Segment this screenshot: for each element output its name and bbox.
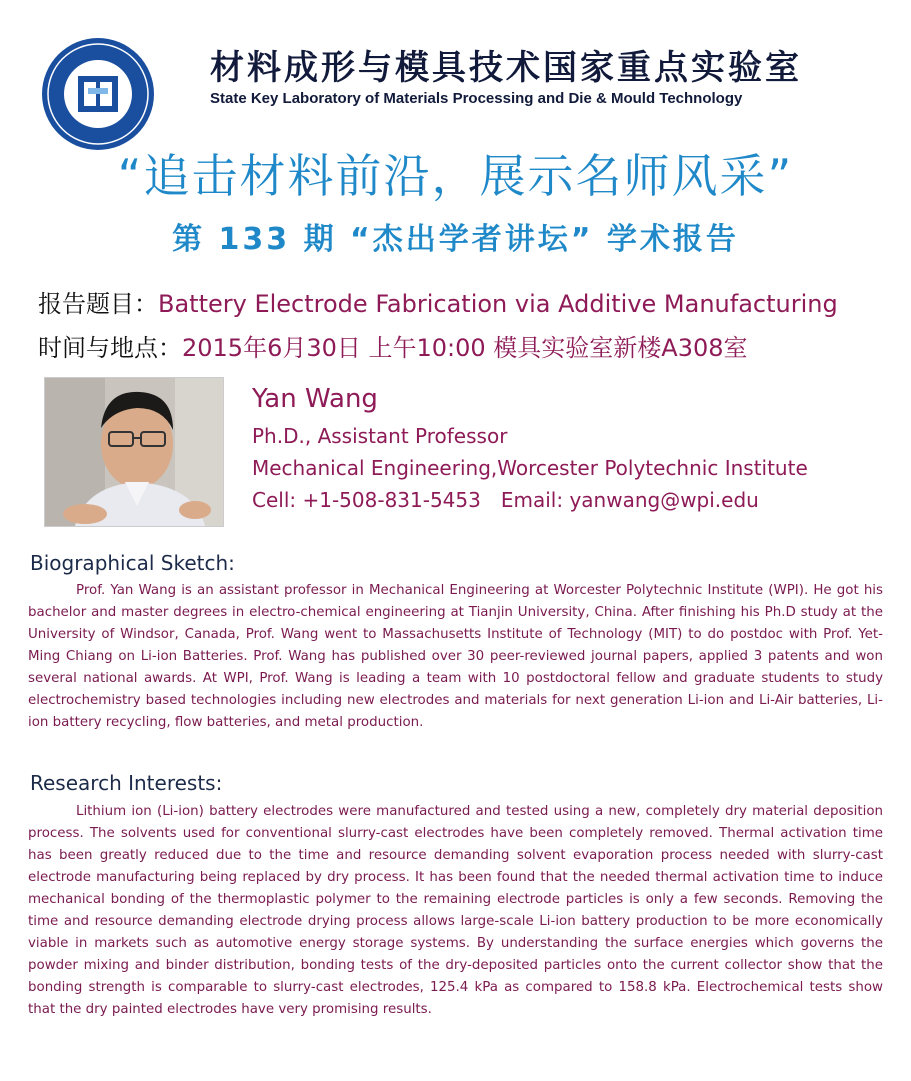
time-label: 时间与地点： [38, 334, 182, 362]
topic-label: 报告题目： [38, 290, 158, 318]
bio-paragraph: Prof. Yan Wang is an assistant professor in Mechanical Engineering at Worcester Polytechnic Institute (WPI). He got his bachelor and master degrees in electro-chemical engineering at Tianjin University, China. After finishing his Ph.D study at the University of Windsor, Canada, Prof. Wang went to Massachusetts Institute of Technology (MIT) to do postdoc with Prof. Yet-Ming Chiang on Li-ion Batteries. Prof. Wang has published over 30 peer-reviewed journal papers, applied 3 patents and won several national awards. At WPI, Prof. Wang is leading a team with 10 postdoctoral fellow and graduate students to study electrochemistry based technologies including new electrodes and materials for next generation Li-ion and Li-Air batteries, Li-ion battery recycling, flow batteries, and metal production. [28, 583, 883, 730]
lab-seal-icon [40, 36, 156, 152]
topic-value: Battery Electrode Fabrication via Additive Manufacturing [158, 290, 838, 318]
speaker-contact [252, 488, 759, 512]
lab-name-english: State Key Laboratory of Materials Processing and Die & Mould Technology [210, 90, 743, 107]
report-topic [38, 284, 838, 319]
time-value: 2015年6月30日 上午10:00 模具实验室新楼A308室 [182, 334, 748, 362]
bio-heading: Biographical Sketch: [30, 551, 235, 575]
lab-name-chinese: 材料成形与模具技术国家重点实验室 [210, 48, 802, 88]
speaker-photo [44, 377, 224, 527]
slogan: “追击材料前沿，展示名师风采” [117, 149, 794, 203]
research-heading: Research Interests: [30, 771, 223, 795]
speaker-name: Yan Wang [252, 384, 378, 414]
lab-logo [40, 36, 156, 152]
research-paragraph: Lithium ion (Li-ion) battery electrodes were manufactured and tested using a new, completely dry material deposition process. The solvents used for conventional slurry-cast electrodes have been completely removed. Thermal activation time has been greatly reduced due to the time and resource demanding solvent evaporation process needed with slurry-cast electrode manufacturing being replaced by dry process. It has been found that the needed thermal activation time to induce mechanical bonding of the thermoplastic polymer to the remaining electrode particles is only a few seconds. Removing the time and resource demanding electrode drying process allows large-scale Li-ion battery production to be more economically viable in markets such as automotive energy storage systems. By understanding the surface energies which governs the powder mixing and binder distribution, bonding tests of the dry-deposited particles onto the current collector show that the bonding strength is comparable to slurry-cast electrodes, 125.4 kPa as compared to 158.8 kPa. Electrochemical tests show that the dry painted electrodes have very promising results. [28, 804, 883, 1017]
person-photo-icon [45, 378, 223, 526]
speaker-cell: Cell: +1-508-831-5453 [252, 488, 481, 512]
speaker-email: Email: yanwang@wpi.edu [500, 488, 759, 512]
lecture-issue-title: 第 133 期 “杰出学者讲坛” 学术报告 [172, 222, 739, 257]
speaker-title: Ph.D., Assistant Professor [252, 424, 508, 448]
report-time-place [38, 328, 748, 363]
speaker-department: Mechanical Engineering,Worcester Polytechnic Institute [252, 456, 808, 480]
